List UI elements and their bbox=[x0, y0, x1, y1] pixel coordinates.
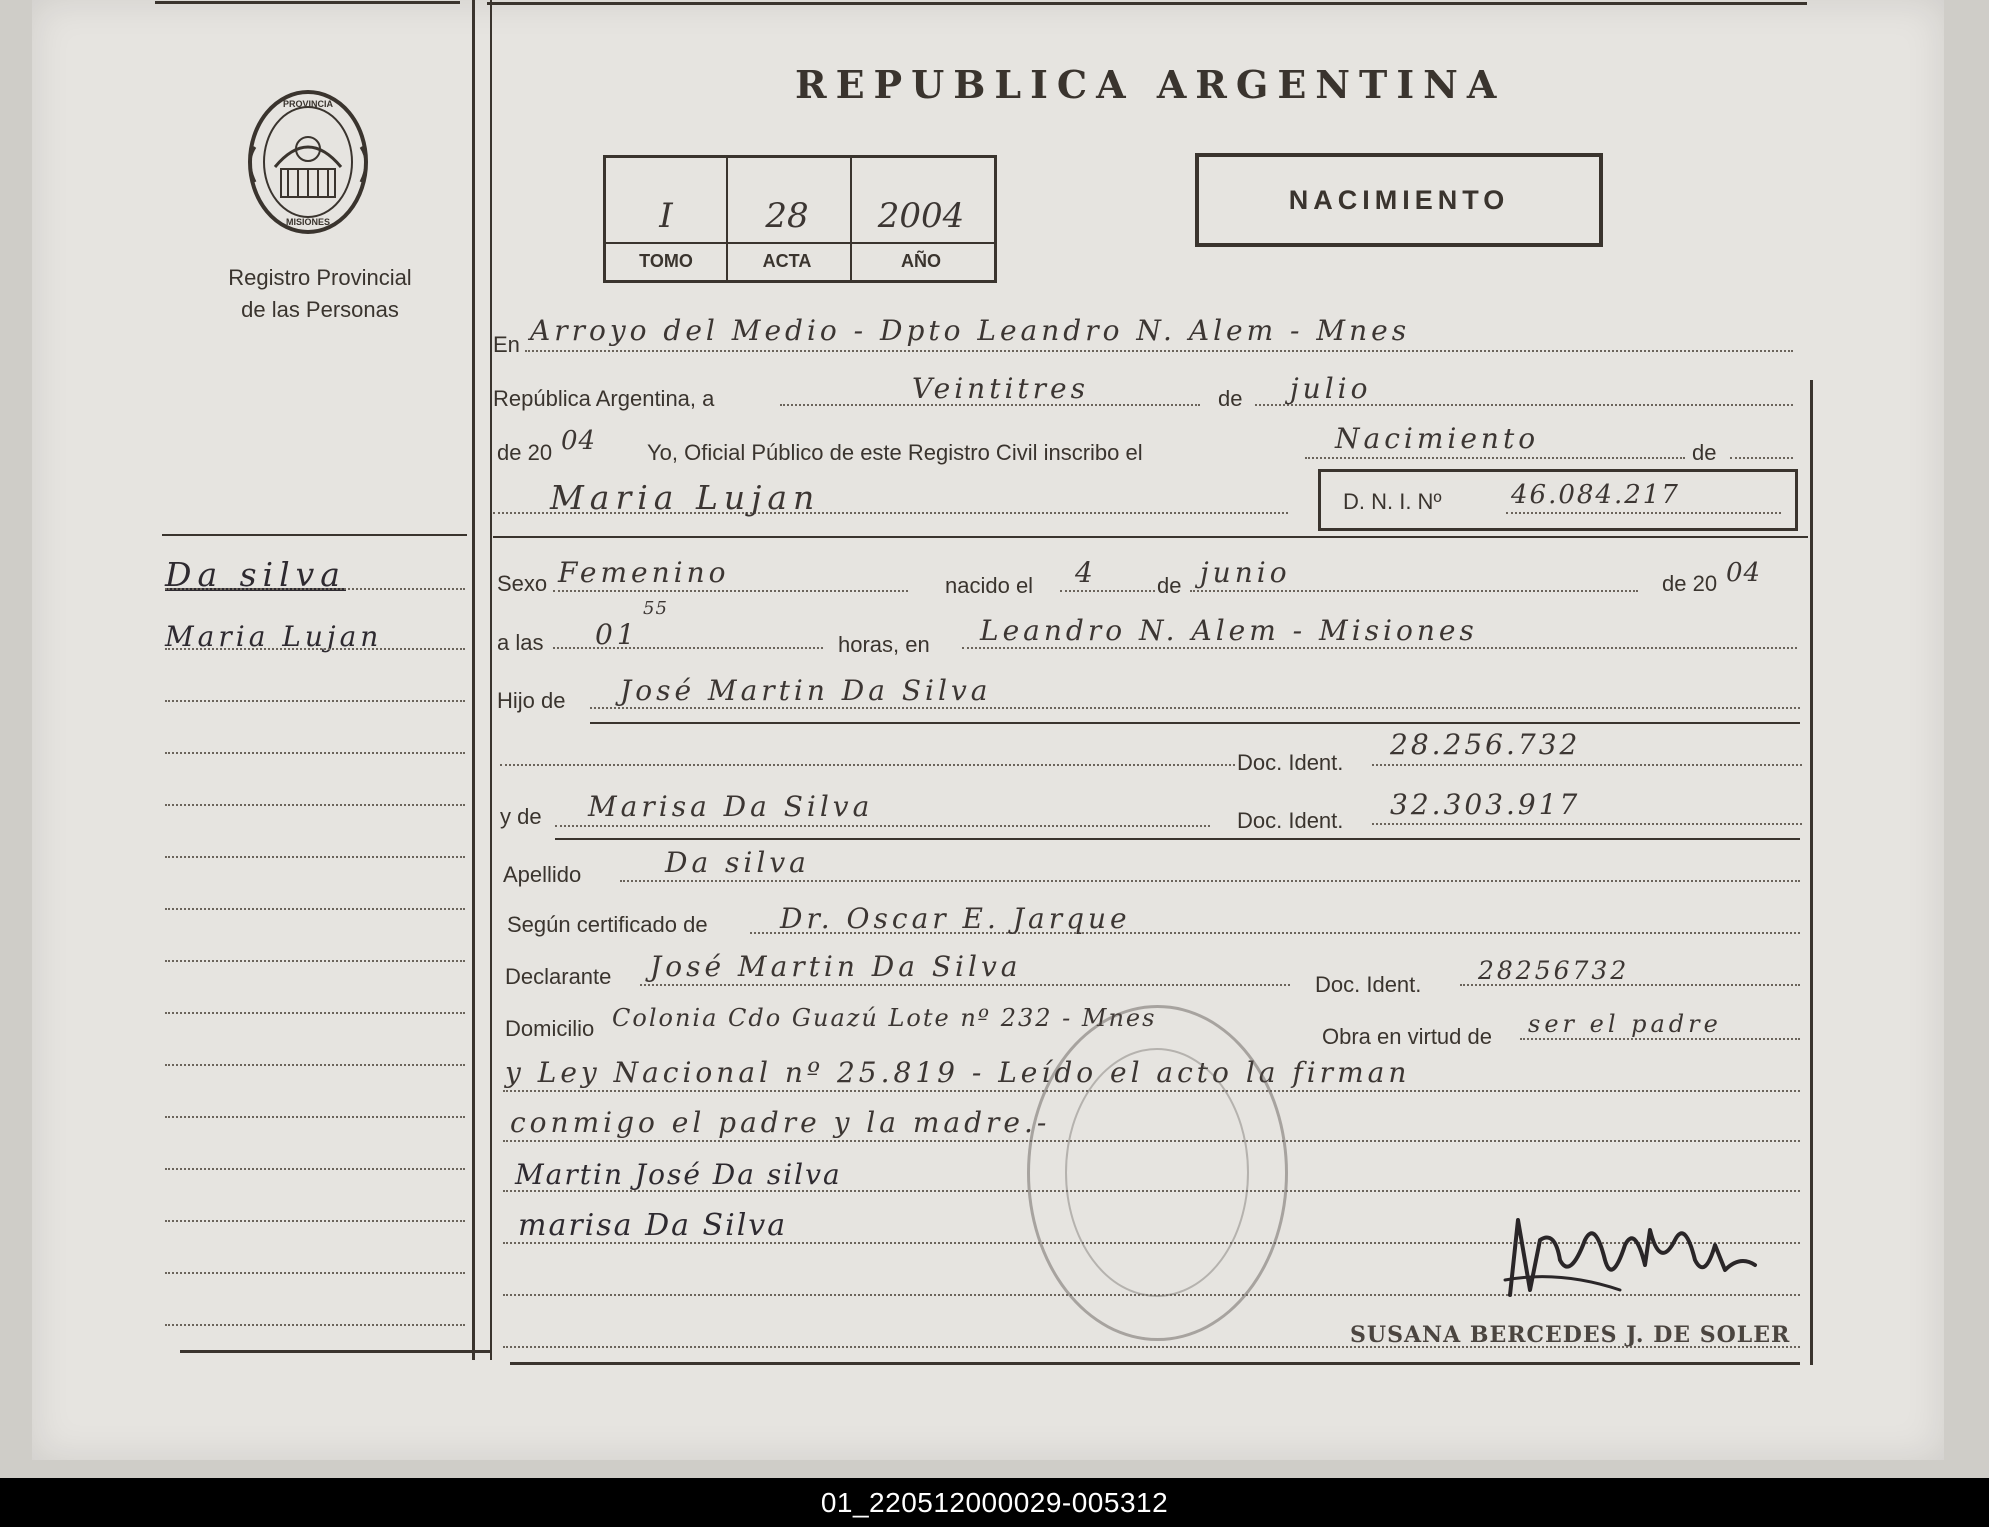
margin-bottom-rule bbox=[180, 1350, 490, 1353]
label-doc-ident-mother: Doc. Ident. bbox=[1237, 808, 1344, 833]
record-type-box bbox=[1195, 153, 1603, 247]
label-y-de: y de bbox=[500, 804, 542, 829]
label-de-20: de 20 bbox=[497, 440, 553, 465]
margin-line bbox=[165, 1064, 465, 1066]
line-mother bbox=[555, 825, 1210, 827]
by-virtue-value: ser el padre bbox=[1528, 1010, 1722, 1038]
label-en: En bbox=[493, 332, 520, 357]
dni-box bbox=[1318, 469, 1798, 531]
acta-value: 28 bbox=[765, 196, 809, 236]
tomo-value: I bbox=[659, 196, 673, 236]
rule-mother bbox=[555, 838, 1800, 840]
line-de bbox=[1730, 457, 1793, 459]
mother-doc-value: 32.303.917 bbox=[1390, 788, 1581, 821]
record-type-label: NACIMIENTO bbox=[1288, 185, 1510, 215]
line-birth-month bbox=[1190, 590, 1638, 592]
line-birth-place bbox=[962, 647, 1797, 649]
line-blank bbox=[500, 764, 1235, 766]
signature-2: marisa Da Silva bbox=[518, 1208, 788, 1243]
day-words-value: Veintitres bbox=[912, 372, 1089, 405]
svg-text:PROVINCIA: PROVINCIA bbox=[282, 99, 334, 109]
tomo-label: TOMO bbox=[639, 251, 693, 271]
certificate-value: Dr. Oscar E. Jarque bbox=[780, 902, 1131, 935]
stamp-inner-ring bbox=[1065, 1048, 1249, 1297]
label-a-las: a las bbox=[497, 630, 544, 655]
label-horas-en: horas, en bbox=[838, 632, 930, 657]
register-table-divider bbox=[606, 242, 994, 244]
registry-name-line2: de las Personas bbox=[241, 297, 399, 322]
document-title: REPUBLICA ARGENTINA bbox=[795, 62, 1506, 107]
margin-line bbox=[165, 752, 465, 754]
margin-line bbox=[165, 700, 465, 702]
birth-place-value: Leandro N. Alem - Misiones bbox=[980, 614, 1478, 647]
acta-label: ACTA bbox=[762, 251, 812, 271]
line-hour bbox=[553, 647, 823, 649]
ano-value: 2004 bbox=[877, 196, 965, 236]
line-father-doc bbox=[1372, 764, 1802, 766]
svg-text:MISIONES: MISIONES bbox=[285, 217, 331, 227]
note-line-1: y Ley Nacional nº 25.819 - Leído el acto la firman bbox=[505, 1056, 1411, 1089]
birth-month-value: junio bbox=[1200, 556, 1291, 589]
officer-name-stamp: SUSANA BERCEDES J. DE SOLER bbox=[1350, 1322, 1791, 1348]
label-nacido-el: nacido el bbox=[945, 573, 1034, 598]
margin-top-rule bbox=[162, 534, 467, 536]
year-suffix-value: 04 bbox=[561, 426, 597, 456]
label-doc-ident-father: Doc. Ident. bbox=[1237, 750, 1344, 775]
line-sex bbox=[553, 590, 908, 592]
label-apellido: Apellido bbox=[503, 862, 582, 887]
label-declarante: Declarante bbox=[505, 964, 612, 989]
label-republica: República Argentina, a bbox=[493, 386, 715, 411]
line-act-type bbox=[1305, 457, 1685, 459]
bottom-rule bbox=[510, 1362, 1800, 1365]
label-doc-ident-declarant: Doc. Ident. bbox=[1315, 972, 1422, 997]
margin-given-names: Maria Lujan bbox=[165, 620, 383, 653]
line-by-virtue bbox=[1520, 1038, 1800, 1040]
official-signature-icon bbox=[1500, 1200, 1770, 1310]
note-line-2: conmigo el padre y la madre.- bbox=[510, 1106, 1051, 1139]
margin-line bbox=[165, 1168, 465, 1170]
mother-value: Marisa Da Silva bbox=[588, 790, 874, 823]
line-en bbox=[525, 350, 1793, 352]
registry-name bbox=[180, 262, 460, 326]
section-rule bbox=[493, 536, 1808, 538]
month-value: julio bbox=[1290, 372, 1372, 405]
label-de-2: de bbox=[1692, 440, 1717, 465]
dni-value: 46.084.217 bbox=[1511, 480, 1680, 510]
margin-line bbox=[165, 960, 465, 962]
father-doc-value: 28.256.732 bbox=[1390, 728, 1581, 761]
official-round-stamp bbox=[1027, 1005, 1288, 1341]
line-surname bbox=[620, 880, 1800, 882]
top-rule-left bbox=[155, 1, 460, 4]
label-yo-oficial: Yo, Oficial Público de este Registro Civil inscribo el bbox=[647, 440, 1143, 465]
label-de-3: de bbox=[1157, 573, 1182, 598]
label-sexo: Sexo bbox=[497, 571, 548, 596]
label-dni: D. N. I. Nº bbox=[1343, 489, 1442, 514]
label-segun: Según certificado de bbox=[507, 912, 708, 937]
provincial-seal-icon bbox=[243, 87, 373, 237]
column-divider bbox=[472, 0, 475, 1360]
margin-line bbox=[165, 804, 465, 806]
column-divider-inner bbox=[490, 0, 492, 1360]
right-border bbox=[1810, 380, 1813, 1365]
register-table bbox=[603, 155, 997, 283]
line-father bbox=[590, 707, 1800, 709]
margin-line bbox=[165, 1324, 465, 1326]
margin-line bbox=[165, 908, 465, 910]
margin-line bbox=[165, 588, 465, 590]
birth-year-suffix-value: 04 bbox=[1726, 558, 1762, 588]
sex-value: Femenino bbox=[558, 556, 730, 589]
signature-1: Martin José Da silva bbox=[515, 1158, 842, 1191]
label-hijo-de: Hijo de bbox=[497, 688, 566, 713]
line-declarant bbox=[640, 984, 1290, 986]
label-de: de bbox=[1218, 386, 1243, 411]
margin-line bbox=[165, 1272, 465, 1274]
margin-line bbox=[165, 1220, 465, 1222]
child-name-value: Maria Lujan bbox=[550, 478, 821, 517]
minutes-value: 55 bbox=[643, 598, 668, 619]
domicile-value: Colonia Cdo Guazú Lote nº 232 - Mnes bbox=[612, 1004, 1157, 1032]
margin-line bbox=[165, 856, 465, 858]
image-caption: 01_220512000029-005312 bbox=[0, 1478, 1989, 1527]
margin-line bbox=[165, 1116, 465, 1118]
margin-line bbox=[165, 648, 465, 650]
act-type-value: Nacimiento bbox=[1335, 422, 1540, 455]
hour-value: 01 bbox=[595, 618, 639, 651]
declarant-value: José Martin Da Silva bbox=[650, 950, 1022, 983]
margin-line bbox=[165, 1012, 465, 1014]
ano-label: AÑO bbox=[901, 251, 941, 271]
line-mother-doc bbox=[1372, 823, 1802, 825]
line-birth-day bbox=[1060, 590, 1155, 592]
label-domicilio: Domicilio bbox=[505, 1016, 595, 1041]
father-value: José Martin Da Silva bbox=[620, 674, 992, 707]
rule-father bbox=[590, 722, 1800, 724]
surname-value: Da silva bbox=[665, 846, 810, 879]
label-obra: Obra en virtud de bbox=[1322, 1024, 1492, 1049]
label-de-20b: de 20 bbox=[1662, 571, 1718, 596]
place-value: Arroyo del Medio - Dpto Leandro N. Alem - Mnes bbox=[530, 314, 1411, 347]
declarant-doc-value: 28256732 bbox=[1478, 956, 1630, 985]
birth-day-value: 4 bbox=[1075, 556, 1097, 589]
margin-surname: Da silva bbox=[165, 555, 346, 594]
line-dni bbox=[1506, 512, 1781, 514]
top-rule-right bbox=[487, 2, 1807, 5]
registry-name-line1: Registro Provincial bbox=[228, 265, 412, 290]
